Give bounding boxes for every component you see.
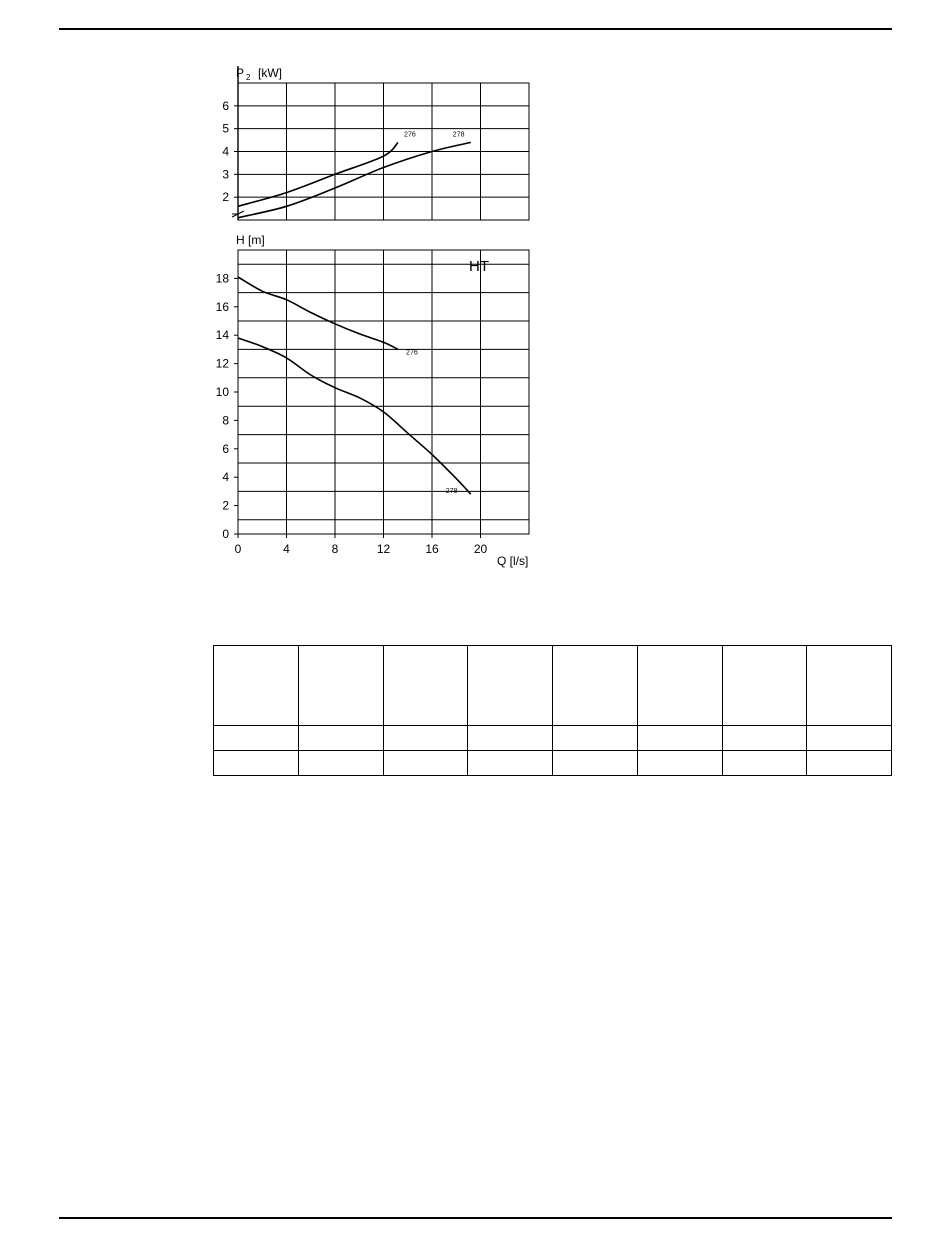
power-series-label-276: 276 [404, 131, 416, 139]
table-cell [807, 726, 892, 751]
table-cell [214, 751, 299, 776]
power-y-label-unit: [kW] [258, 66, 282, 80]
head-x-tick-label: 16 [425, 542, 439, 556]
head-y-tick-label: 16 [215, 299, 229, 314]
head-y-tick-label: 12 [215, 356, 229, 371]
table-cell [722, 646, 807, 726]
table-cell [722, 751, 807, 776]
head-series-278-line [238, 338, 471, 494]
power-y-tick-label: 3 [222, 167, 229, 182]
head-y-tick-label: 10 [215, 385, 229, 399]
table-row [214, 646, 892, 726]
head-series-label-276: 276 [406, 349, 418, 357]
table-cell [298, 646, 383, 726]
table-cell [468, 726, 553, 751]
table-cell [637, 751, 722, 776]
table-cell [553, 726, 638, 751]
power-series-label-278: 278 [452, 131, 465, 139]
head-y-tick-label: 18 [215, 271, 229, 286]
table-cell [468, 751, 553, 776]
head-chart [216, 233, 529, 568]
table-cell [298, 726, 383, 751]
head-series-276-line [238, 277, 398, 349]
head-y-tick-label: 2 [222, 498, 229, 513]
panel-label-ht: HT [469, 258, 489, 275]
power-chart-grid [238, 83, 529, 220]
power-y-label-main: P [236, 66, 245, 80]
head-chart-grid [238, 250, 529, 534]
power-chart [222, 66, 529, 220]
table-cell [807, 751, 892, 776]
head-series-label-278: 278 [445, 488, 458, 496]
table-cell [383, 751, 468, 776]
head-y-tick-label: 14 [215, 328, 229, 343]
head-x-ticks [235, 534, 488, 556]
head-y-tick-label: 8 [222, 413, 229, 428]
power-y-tick-label: 5 [222, 121, 229, 136]
table-cell [468, 646, 553, 726]
power-y-tick-label: 6 [222, 98, 229, 113]
table-row [214, 726, 892, 751]
footer-rule [59, 1217, 892, 1219]
power-y-tick-label: 2 [222, 190, 229, 205]
head-y-tick-label: 6 [222, 441, 229, 456]
head-y-ticks [216, 271, 238, 541]
table-cell [637, 726, 722, 751]
table-cell [298, 751, 383, 776]
power-y-tick-label: 4 [222, 144, 229, 159]
power-y-label-sub: 2 [246, 73, 251, 82]
table-cell [383, 646, 468, 726]
table-cell [214, 726, 299, 751]
head-y-tick-label: 0 [222, 527, 229, 541]
data-table [213, 645, 892, 776]
head-x-label: Q [l/s] [497, 554, 529, 568]
table-cell [383, 726, 468, 751]
head-x-tick-label: 12 [376, 542, 391, 556]
table-cell [722, 726, 807, 751]
head-x-tick-label: 0 [234, 542, 242, 556]
head-series-group [238, 277, 471, 495]
head-x-tick-label: 4 [283, 542, 290, 556]
power-series-278-line [238, 142, 471, 217]
table-cell [214, 646, 299, 726]
table-cell [807, 646, 892, 726]
table-cell [637, 646, 722, 726]
head-x-tick-label: 8 [331, 542, 339, 556]
head-y-tick-label: 4 [222, 470, 229, 485]
table-body [214, 646, 892, 776]
table-cell [553, 646, 638, 726]
head-x-tick-label: 20 [473, 542, 488, 556]
table-row [214, 751, 892, 776]
head-y-label: H [m] [236, 233, 265, 247]
table-cell [553, 751, 638, 776]
